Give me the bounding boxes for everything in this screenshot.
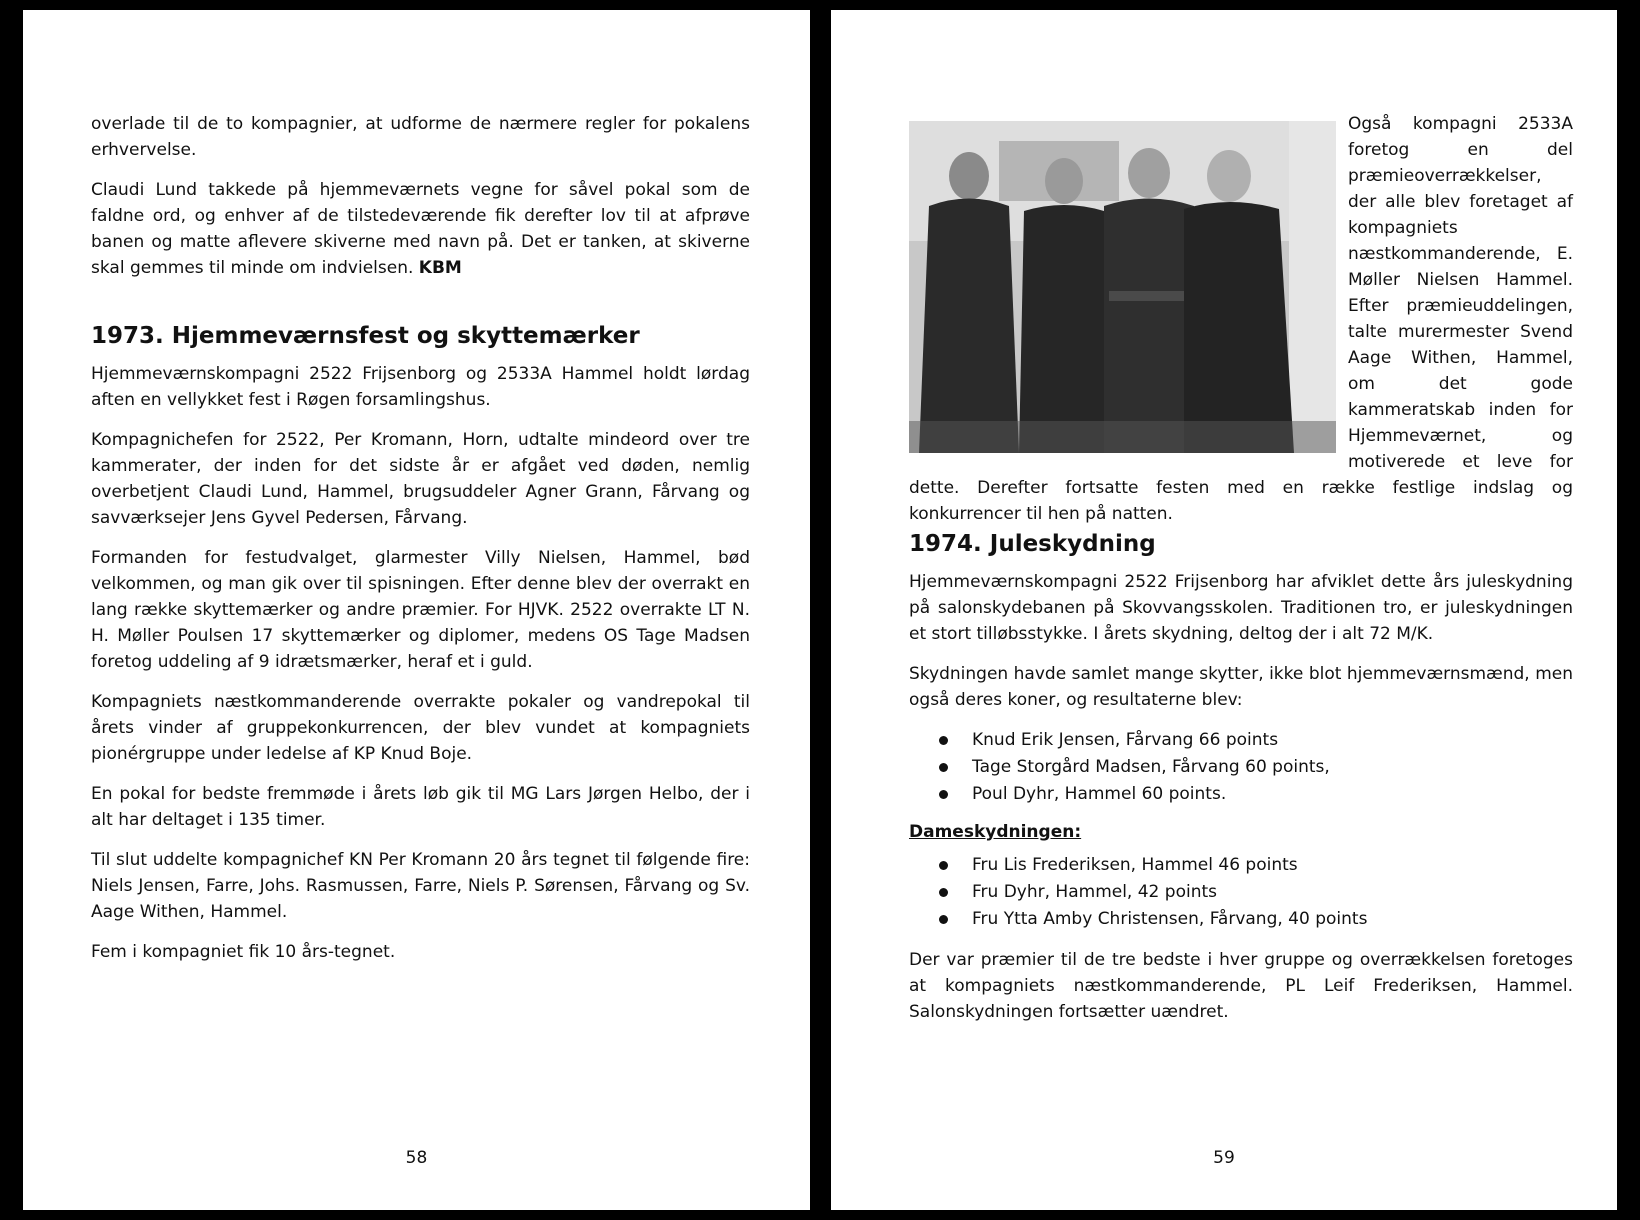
paragraph: Kompagniets næstkommanderende overrakte pokaler og vandrepokal til årets vinder af gruppekonkurrencen, der blev vundet at kompagniets pionérgruppe under ledelse af KP Knud Boje. (91, 692, 750, 764)
right-page-content (909, 111, 1573, 1039)
section-heading-1974: 1974. Juleskydning (909, 531, 1156, 557)
paragraph: Hjemmeværnskompagni 2522 Frijsenborg har afviklet dette års juleskydning på salonskydebanen på Skovvangsskolen. Traditionen tro, er juleskydningen et stort tilløbsstykke. I årets skydning, deltog der i alt 72 M/K. (909, 572, 1573, 644)
results-list (909, 727, 1573, 808)
paragraph: Kompagnichefen for 2522, Per Kromann, Horn, udtalte mindeord over tre kammerater, der inden for det sidste år er afgået ved døden, nemlig overbetjent Claudi Lund, Hammel, brugsuddeler Agner Grann, Fårvang og savværksejer Jens Gyvel Pedersen, Fårvang. (91, 430, 750, 528)
group-photo (909, 121, 1336, 453)
signature: KBM (418, 258, 462, 278)
section-heading-1973: 1973. Hjemmeværnsfest og skyttemærker (91, 323, 640, 349)
paragraph: Til slut uddelte kompagnichef KN Per Kromann 20 års tegnet til følgende fire: Niels Jensen, Farre, Johs. Rasmussen, Farre, Niels P. Sørensen, Fårvang og Sv. Aage Withen, Hammel. (91, 850, 750, 922)
paragraph: Formanden for festudvalget, glarmester Villy Nielsen, Hammel, bød velkommen, og man gik over til spisningen. Efter denne blev der overrakt en lang række skyttemærker og andre præmier. For HJVK. 2522 overrakte LT N. H. Møller Poulsen 17 skyttemærker og diplomer, medens OS Tage Madsen foretog uddeling af 9 idrætsmærker, heraf et i guld. (91, 548, 750, 672)
women-shooting-heading: Dameskydningen: (909, 822, 1082, 842)
paragraph: Skydningen havde samlet mange skytter, ikke blot hjemmeværnsmænd, men også deres koner, og resultaterne blev: (909, 664, 1573, 710)
left-page (23, 10, 810, 1210)
intro-paragraph-2-text: Claudi Lund takkede på hjemmeværnets vegne for såvel pokal som de faldne ord, og enhver af de tilstedeværende fik derefter lov til at afprøve banen og matte aflevere skiverne med navn på. Det er tanken, at skiverne skal gemmes til minde om indvielsen. (91, 180, 750, 278)
list-item: Poul Dyhr, Hammel 60 points. (939, 781, 1573, 808)
paragraph: Der var præmier til de tre bedste i hver gruppe og overrækkelsen foretoges at kompagniets næstkommanderende, PL Leif Frederiksen, Hammel. Salonskydningen fortsætter uændret. (909, 950, 1573, 1022)
right-page (831, 10, 1617, 1210)
list-item: Fru Lis Frederiksen, Hammel 46 points (939, 852, 1573, 879)
photo-side-text: Også kompagni 2533A foretog en del præmieoverrækkelser, der alle blev foretaget af kompagniets næstkommanderende, E. Møller Nielsen Hammel. Efter præmieuddelingen, talte murermester Svend Aage Withen, Hammel, om det gode kammeratskab inden for Hjemmeværnet, og motiverede et leve for dette. Derefter fortsatte festen med en række festlige indslag og konkurrencer til hen på natten. (909, 114, 1573, 524)
women-results-list (909, 852, 1573, 933)
page-number: 58 (405, 1148, 428, 1168)
list-item: Fru Ytta Amby Christensen, Fårvang, 40 points (939, 906, 1573, 933)
list-item: Tage Storgård Madsen, Fårvang 60 points, (939, 754, 1573, 781)
paragraph: En pokal for bedste fremmøde i årets løb gik til MG Lars Jørgen Helbo, der i alt har deltaget i 135 timer. (91, 784, 750, 830)
paragraph: Hjemmeværnskompagni 2522 Frijsenborg og 2533A Hammel holdt lørdag aften en vellykket fest i Røgen forsamlingshus. (91, 364, 750, 410)
paragraph: Fem i kompagniet fik 10 års-tegnet. (91, 942, 396, 962)
list-item: Knud Erik Jensen, Fårvang 66 points (939, 727, 1573, 754)
intro-paragraph-1: overlade til de to kompagnier, at udforme de nærmere regler for pokalens erhvervelse. (91, 114, 750, 160)
page-number: 59 (1213, 1148, 1235, 1168)
list-item: Fru Dyhr, Hammel, 42 points (939, 879, 1573, 906)
group-photo-image (909, 121, 1336, 453)
intro-paragraph-2 (91, 177, 750, 281)
left-page-content (91, 111, 750, 979)
